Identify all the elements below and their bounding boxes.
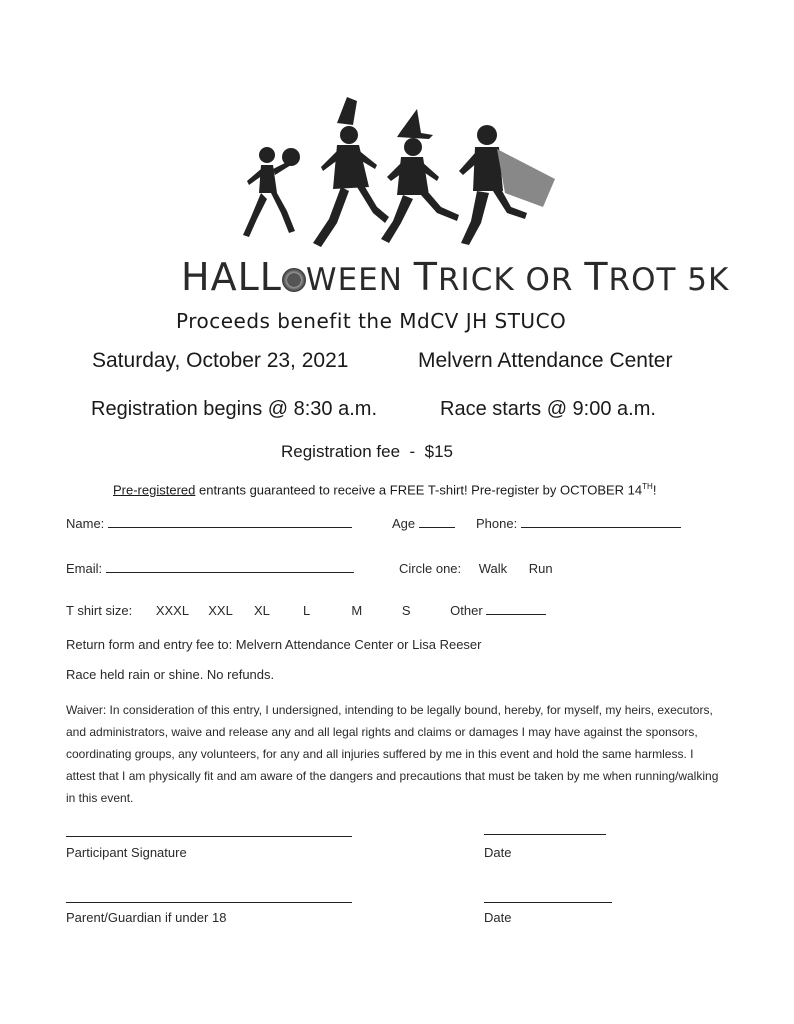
- phone-row: Phone:: [476, 516, 681, 531]
- circle-one-row: Circle one: Walk Run: [399, 561, 553, 576]
- event-date: Saturday, October 23, 2021: [92, 349, 349, 372]
- participant-signature-line[interactable]: [66, 836, 352, 837]
- caped-runner-figure: [459, 125, 555, 245]
- preregister-note: Pre-registered entrants guaranteed to receive a FREE T-shirt! Pre-register by OCTOBER 14TH!: [113, 482, 657, 498]
- return-instructions: Return form and entry fee to: Melvern Attendance Center or Lisa Reeser: [66, 637, 482, 652]
- pumpkin-icon: [282, 268, 306, 292]
- witch-runner-figure: [381, 109, 459, 243]
- name-row: Name:: [66, 516, 352, 531]
- email-field[interactable]: [106, 571, 354, 573]
- email-row: Email:: [66, 561, 354, 576]
- size-option[interactable]: XL: [253, 603, 270, 618]
- date-line-1[interactable]: [484, 834, 606, 835]
- proceeds-line: Proceeds benefit the MdCV JH STUCO: [176, 309, 567, 333]
- parent-signature-line[interactable]: [66, 902, 352, 903]
- registration-fee: Registration fee - $15: [281, 442, 453, 461]
- date-label-2: Date: [484, 910, 512, 925]
- date-label-1: Date: [484, 845, 512, 860]
- size-option[interactable]: XXXL: [155, 603, 189, 618]
- phone-field[interactable]: [521, 526, 681, 528]
- age-row: Age: [392, 516, 455, 531]
- size-option[interactable]: S: [401, 603, 411, 618]
- parent-signature-label: Parent/Guardian if under 18: [66, 910, 227, 925]
- size-option[interactable]: M: [351, 603, 363, 618]
- event-location: Melvern Attendance Center: [418, 349, 673, 372]
- runners-illustration: [225, 95, 570, 255]
- walk-option[interactable]: Walk: [478, 561, 508, 576]
- rain-note: Race held rain or shine. No refunds.: [66, 667, 275, 682]
- tshirt-row: T shirt size: XXXL XXL XL L M S Other: [66, 603, 546, 618]
- run-option[interactable]: Run: [528, 561, 553, 576]
- child-runner-figure: [243, 147, 300, 237]
- name-field[interactable]: [108, 526, 352, 528]
- event-title: HALL WEEN TRICK OR TROT 5K: [181, 255, 730, 299]
- race-time: Race starts @ 9:00 a.m.: [440, 398, 656, 420]
- size-option[interactable]: L: [303, 603, 310, 618]
- waiver-text: Waiver: In consideration of this entry, I undersigned, intending to be legally bound, hereby, for myself, my heirs, executors, and administrators, waive and release any and all legal rights and claims or damages I may have against the sponsors, coordinating groups, any volunteers, for any and all injuries suffered by me in this event and hold the same harmless. I attest that I am physically fit and am aware of the dangers and precautions that must be taken by me when running/walking in this event.: [66, 703, 719, 805]
- registration-time: Registration begins @ 8:30 a.m.: [91, 398, 378, 420]
- bride-runner-figure: [313, 97, 389, 247]
- age-field[interactable]: [419, 526, 455, 528]
- size-option[interactable]: XXL: [208, 603, 233, 618]
- other-size-field[interactable]: [486, 613, 546, 615]
- participant-signature-label: Participant Signature: [66, 845, 187, 860]
- date-line-2[interactable]: [484, 902, 612, 903]
